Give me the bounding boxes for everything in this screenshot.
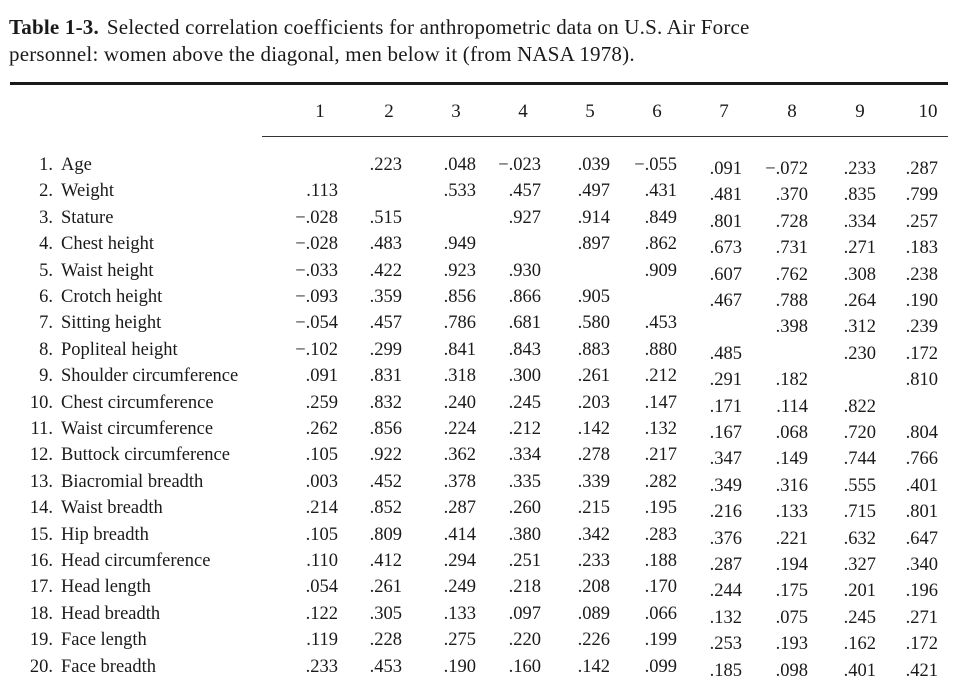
table-cell: .193 xyxy=(775,634,808,655)
table-cell: .226 xyxy=(577,630,610,651)
table-cell: .195 xyxy=(644,498,677,519)
row-label-text: Age xyxy=(61,155,92,175)
caption-line-1: Selected correlation coefficients for anthropometric data on U.S. Air Force xyxy=(106,15,750,39)
table-cell: .843 xyxy=(508,339,541,360)
table-cell: .305 xyxy=(369,603,402,624)
table-cell: −.072 xyxy=(765,159,808,179)
table-cell: .214 xyxy=(305,498,338,519)
table-cell: .105 xyxy=(305,524,338,545)
table-top-rule xyxy=(10,82,948,85)
table-cell: .607 xyxy=(709,264,742,285)
row-number: 20. xyxy=(29,656,53,677)
table-cell: .342 xyxy=(577,524,610,545)
row-number: 15. xyxy=(29,524,53,545)
row-number: 17. xyxy=(29,577,53,598)
table-cell: .167 xyxy=(709,423,742,443)
table-cell: .003 xyxy=(305,471,338,492)
row-label xyxy=(16,233,154,255)
table-cell: .099 xyxy=(644,656,677,677)
table-cell: .048 xyxy=(443,155,476,175)
table-cell: .199 xyxy=(644,630,677,651)
table-cell: .239 xyxy=(905,317,938,338)
row-label xyxy=(16,418,213,440)
caption-line-2: personnel: women above the diagonal, men below it (from NASA 1978). xyxy=(9,42,635,66)
table-cell: .249 xyxy=(443,577,476,598)
table-cell: .278 xyxy=(577,445,610,466)
table-cell: .647 xyxy=(905,528,938,549)
table-cell: .251 xyxy=(508,551,541,571)
row-number: 11. xyxy=(30,419,53,439)
table-cell: .801 xyxy=(905,502,938,523)
table-cell: .271 xyxy=(905,607,938,628)
row-label-text: Sitting height xyxy=(61,313,162,334)
table-cell: .914 xyxy=(577,207,610,228)
table-cell: .299 xyxy=(369,339,402,360)
table-cell: .766 xyxy=(905,449,938,470)
column-header-2: 2 xyxy=(384,101,394,122)
table-cell: .922 xyxy=(369,445,402,466)
row-number: 5. xyxy=(39,260,53,281)
row-number: 2. xyxy=(39,181,53,202)
table-cell: .282 xyxy=(644,471,677,492)
table-cell: .728 xyxy=(775,211,808,232)
table-cell: .171 xyxy=(709,396,742,417)
table-cell: .883 xyxy=(577,339,610,360)
table-cell: .632 xyxy=(843,528,876,549)
table-cell: .170 xyxy=(644,577,677,598)
row-label xyxy=(16,576,151,598)
table-cell: .271 xyxy=(843,238,876,259)
row-label-text: Waist circumference xyxy=(61,419,214,439)
row-label-text: Popliteal height xyxy=(61,339,178,360)
table-cell: .380 xyxy=(508,524,541,545)
table-cell: .349 xyxy=(709,475,742,496)
table-cell: .308 xyxy=(843,264,876,285)
table-cell: .715 xyxy=(843,502,876,523)
table-cell: .376 xyxy=(709,528,742,549)
table-cell: .457 xyxy=(369,313,402,334)
table-cell: .378 xyxy=(443,471,476,492)
row-label xyxy=(16,524,149,546)
table-cell: −.054 xyxy=(295,313,338,334)
row-label-text: Head length xyxy=(61,577,151,598)
table-cell: .245 xyxy=(843,607,876,628)
table-cell: .238 xyxy=(905,264,938,285)
row-label-text: Waist breadth xyxy=(61,498,163,519)
table-cell: .856 xyxy=(369,419,402,439)
table-cell: .835 xyxy=(843,185,876,206)
table-cell: .340 xyxy=(905,555,938,575)
table-cell: .172 xyxy=(905,343,938,364)
row-number: 7. xyxy=(39,313,53,334)
table-cell: .190 xyxy=(443,656,476,677)
row-number: 6. xyxy=(39,287,53,307)
table-cell: −.028 xyxy=(295,207,338,228)
table-cell: .515 xyxy=(369,207,402,228)
row-label-text: Biacromial breadth xyxy=(61,471,204,492)
table-cell: .132 xyxy=(644,419,677,439)
table-cell: .223 xyxy=(369,155,402,175)
table-cell: .132 xyxy=(709,607,742,628)
column-header-4: 4 xyxy=(518,101,528,122)
table-cell: .182 xyxy=(775,370,808,391)
table-cell: .905 xyxy=(577,287,610,307)
table-cell: .216 xyxy=(709,502,742,523)
row-label xyxy=(16,471,203,493)
table-cell: .852 xyxy=(369,498,402,519)
table-cell: .147 xyxy=(644,392,677,413)
table-cell: .414 xyxy=(443,524,476,545)
table-cell: .831 xyxy=(369,366,402,387)
row-number: 10. xyxy=(29,392,53,413)
table-cell: .316 xyxy=(775,475,808,496)
table-cell: .909 xyxy=(644,260,677,281)
table-cell: .467 xyxy=(709,291,742,311)
table-cell: .228 xyxy=(369,630,402,651)
table-cell: .431 xyxy=(644,181,677,202)
table-cell: .421 xyxy=(905,660,938,681)
row-label xyxy=(16,629,147,651)
row-label xyxy=(16,550,210,572)
table-cell: .097 xyxy=(508,603,541,624)
table-cell: .580 xyxy=(577,313,610,334)
table-cell: .681 xyxy=(508,313,541,334)
column-header-1: 1 xyxy=(315,101,325,122)
table-cell: .287 xyxy=(709,555,742,575)
table-cell: .262 xyxy=(305,419,338,439)
table-cell: .091 xyxy=(709,159,742,179)
table-cell: .220 xyxy=(508,630,541,651)
table-cell: .221 xyxy=(775,528,808,549)
table-cell: .287 xyxy=(905,159,938,179)
table-cell: .347 xyxy=(709,449,742,470)
table-cell: .291 xyxy=(709,370,742,391)
table-cell: .119 xyxy=(306,630,338,651)
table-cell: .318 xyxy=(443,366,476,387)
table-cell: .196 xyxy=(905,581,938,602)
table-cell: .190 xyxy=(905,291,938,311)
table-cell: .215 xyxy=(577,498,610,519)
table-cell: .398 xyxy=(775,317,808,338)
table-cell: .312 xyxy=(843,317,876,338)
table-cell: .212 xyxy=(644,366,677,387)
table-cell: .327 xyxy=(843,555,876,575)
column-header-8: 8 xyxy=(787,101,797,122)
table-cell: .744 xyxy=(843,449,876,470)
table-cell: .810 xyxy=(905,370,938,391)
row-label xyxy=(16,180,114,202)
table-cell: .240 xyxy=(443,392,476,413)
table-cell: .923 xyxy=(443,260,476,281)
table-cell: .453 xyxy=(644,313,677,334)
row-label xyxy=(16,339,178,361)
table-cell: .203 xyxy=(577,392,610,413)
table-cell: .183 xyxy=(905,238,938,259)
row-label-text: Chest circumference xyxy=(61,392,214,413)
table-cell: .089 xyxy=(577,603,610,624)
table-cell: .335 xyxy=(508,471,541,492)
row-label xyxy=(16,392,214,414)
row-label xyxy=(16,656,156,678)
caption-label: Table 1-3. xyxy=(9,15,99,39)
table-cell: .275 xyxy=(443,630,476,651)
table-cell: .142 xyxy=(577,419,610,439)
table-cell: −.033 xyxy=(295,260,338,281)
row-number: 8. xyxy=(39,339,53,360)
row-label xyxy=(16,286,162,308)
table-cell: .555 xyxy=(843,475,876,496)
table-cell: .483 xyxy=(369,234,402,255)
row-label-text: Head breadth xyxy=(61,603,161,624)
table-cell: .185 xyxy=(709,660,742,681)
table-cell: −.028 xyxy=(295,234,338,255)
row-label xyxy=(16,365,238,387)
row-label-text: Face breadth xyxy=(61,656,157,677)
table-cell: .257 xyxy=(905,211,938,232)
table-caption xyxy=(9,14,949,68)
table-cell: .949 xyxy=(443,234,476,255)
table-cell: .457 xyxy=(508,181,541,202)
table-cell: .362 xyxy=(443,445,476,466)
column-header-9: 9 xyxy=(855,101,865,122)
row-label-text: Head circumference xyxy=(61,551,211,571)
row-number: 16. xyxy=(29,551,53,571)
row-label xyxy=(16,207,113,229)
table-cell: .673 xyxy=(709,238,742,259)
table-cell: .294 xyxy=(443,551,476,571)
table-cell: .401 xyxy=(843,660,876,681)
table-cell: .233 xyxy=(305,656,338,677)
table-cell: −.093 xyxy=(295,287,338,307)
table-cell: .260 xyxy=(508,498,541,519)
column-header-6: 6 xyxy=(652,101,662,122)
row-number: 3. xyxy=(39,207,53,228)
table-cell: .412 xyxy=(369,551,402,571)
table-cell: .799 xyxy=(905,185,938,206)
row-label-text: Shoulder circumference xyxy=(61,366,239,387)
table-cell: .133 xyxy=(443,603,476,624)
table-cell: .172 xyxy=(905,634,938,655)
table-cell: .359 xyxy=(369,287,402,307)
row-number: 18. xyxy=(29,603,53,624)
table-cell: .401 xyxy=(905,475,938,496)
table-cell: .160 xyxy=(508,656,541,677)
table-cell: .142 xyxy=(577,656,610,677)
table-cell: .245 xyxy=(508,392,541,413)
table-cell: .175 xyxy=(775,581,808,602)
row-label-text: Waist height xyxy=(61,260,154,281)
row-number: 12. xyxy=(29,445,53,466)
table-cell: .218 xyxy=(508,577,541,598)
table-cell: .098 xyxy=(775,660,808,681)
table-cell: .339 xyxy=(577,471,610,492)
table-cell: .133 xyxy=(775,502,808,523)
table-cell: .497 xyxy=(577,181,610,202)
table-cell: .930 xyxy=(508,260,541,281)
table-cell: .039 xyxy=(577,155,610,175)
table-cell: .786 xyxy=(443,313,476,334)
column-header-3: 3 xyxy=(451,101,461,122)
table-cell: .866 xyxy=(508,287,541,307)
table-cell: .927 xyxy=(508,207,541,228)
row-label-text: Crotch height xyxy=(61,287,163,307)
row-label xyxy=(16,260,154,282)
table-cell: .422 xyxy=(369,260,402,281)
row-number: 4. xyxy=(39,234,53,255)
table-cell: .533 xyxy=(443,181,476,202)
row-label-text: Chest height xyxy=(61,234,155,255)
table-cell: .300 xyxy=(508,366,541,387)
table-cell: .230 xyxy=(843,343,876,364)
table-cell: .897 xyxy=(577,234,610,255)
table-cell: .832 xyxy=(369,392,402,413)
table-cell: .261 xyxy=(369,577,402,598)
table-cell: .481 xyxy=(709,185,742,206)
table-cell: .217 xyxy=(644,445,677,466)
table-cell: .259 xyxy=(305,392,338,413)
row-number: 14. xyxy=(29,498,53,519)
table-cell: .054 xyxy=(305,577,338,598)
table-cell: .856 xyxy=(443,287,476,307)
column-header-10: 10 xyxy=(918,101,938,122)
table-cell: .075 xyxy=(775,607,808,628)
table-cell: .261 xyxy=(577,366,610,387)
table-cell: .201 xyxy=(843,581,876,602)
row-number: 13. xyxy=(29,471,53,492)
table-cell: .212 xyxy=(508,419,541,439)
header-rule xyxy=(262,136,948,137)
table-cell: .113 xyxy=(306,181,338,202)
table-cell: −.055 xyxy=(634,155,677,175)
row-label-text: Buttock circumference xyxy=(61,445,230,466)
table-cell: .370 xyxy=(775,185,808,206)
table-cell: .224 xyxy=(443,419,476,439)
column-header-7: 7 xyxy=(719,101,729,122)
table-cell: .334 xyxy=(843,211,876,232)
table-cell: .283 xyxy=(644,524,677,545)
table-cell: .485 xyxy=(709,343,742,364)
table-cell: .762 xyxy=(775,264,808,285)
table-cell: .804 xyxy=(905,423,938,443)
table-cell: .194 xyxy=(775,555,808,575)
row-label-text: Hip breadth xyxy=(61,524,149,545)
table-cell: .452 xyxy=(369,471,402,492)
table-cell: .162 xyxy=(843,634,876,655)
table-cell: −.102 xyxy=(295,339,338,360)
table-cell: .453 xyxy=(369,656,402,677)
row-label xyxy=(16,154,92,176)
table-cell: .233 xyxy=(843,159,876,179)
row-label xyxy=(16,312,161,334)
table-cell: .110 xyxy=(306,551,338,571)
row-number: 1. xyxy=(39,155,53,175)
table-cell: .149 xyxy=(775,449,808,470)
table-cell: −.023 xyxy=(498,155,541,175)
table-cell: .264 xyxy=(843,291,876,311)
table-cell: .253 xyxy=(709,634,742,655)
table-cell: .244 xyxy=(709,581,742,602)
table-cell: .841 xyxy=(443,339,476,360)
row-label xyxy=(16,603,160,625)
row-label-text: Stature xyxy=(61,207,114,228)
row-label xyxy=(16,444,230,466)
table-cell: .233 xyxy=(577,551,610,571)
table-cell: .208 xyxy=(577,577,610,598)
row-number: 9. xyxy=(39,366,53,387)
row-label-text: Face length xyxy=(61,630,147,651)
table-cell: .849 xyxy=(644,207,677,228)
table-cell: .731 xyxy=(775,238,808,259)
table-cell: .068 xyxy=(775,423,808,443)
row-label-text: Weight xyxy=(61,181,114,202)
row-number: 19. xyxy=(29,630,53,651)
table-cell: .862 xyxy=(644,234,677,255)
table-cell: .287 xyxy=(443,498,476,519)
table-cell: .720 xyxy=(843,423,876,443)
table-cell: .114 xyxy=(776,396,808,417)
table-cell: .066 xyxy=(644,603,677,624)
column-header-5: 5 xyxy=(585,101,595,122)
table-cell: .809 xyxy=(369,524,402,545)
row-label xyxy=(16,497,163,519)
table-cell: .334 xyxy=(508,445,541,466)
table-cell: .788 xyxy=(775,291,808,311)
table-cell: .105 xyxy=(305,445,338,466)
table-cell: .091 xyxy=(305,366,338,387)
table-cell: .822 xyxy=(843,396,876,417)
table-cell: .188 xyxy=(644,551,677,571)
table-cell: .801 xyxy=(709,211,742,232)
table-cell: .880 xyxy=(644,339,677,360)
table-cell: .122 xyxy=(305,603,338,624)
